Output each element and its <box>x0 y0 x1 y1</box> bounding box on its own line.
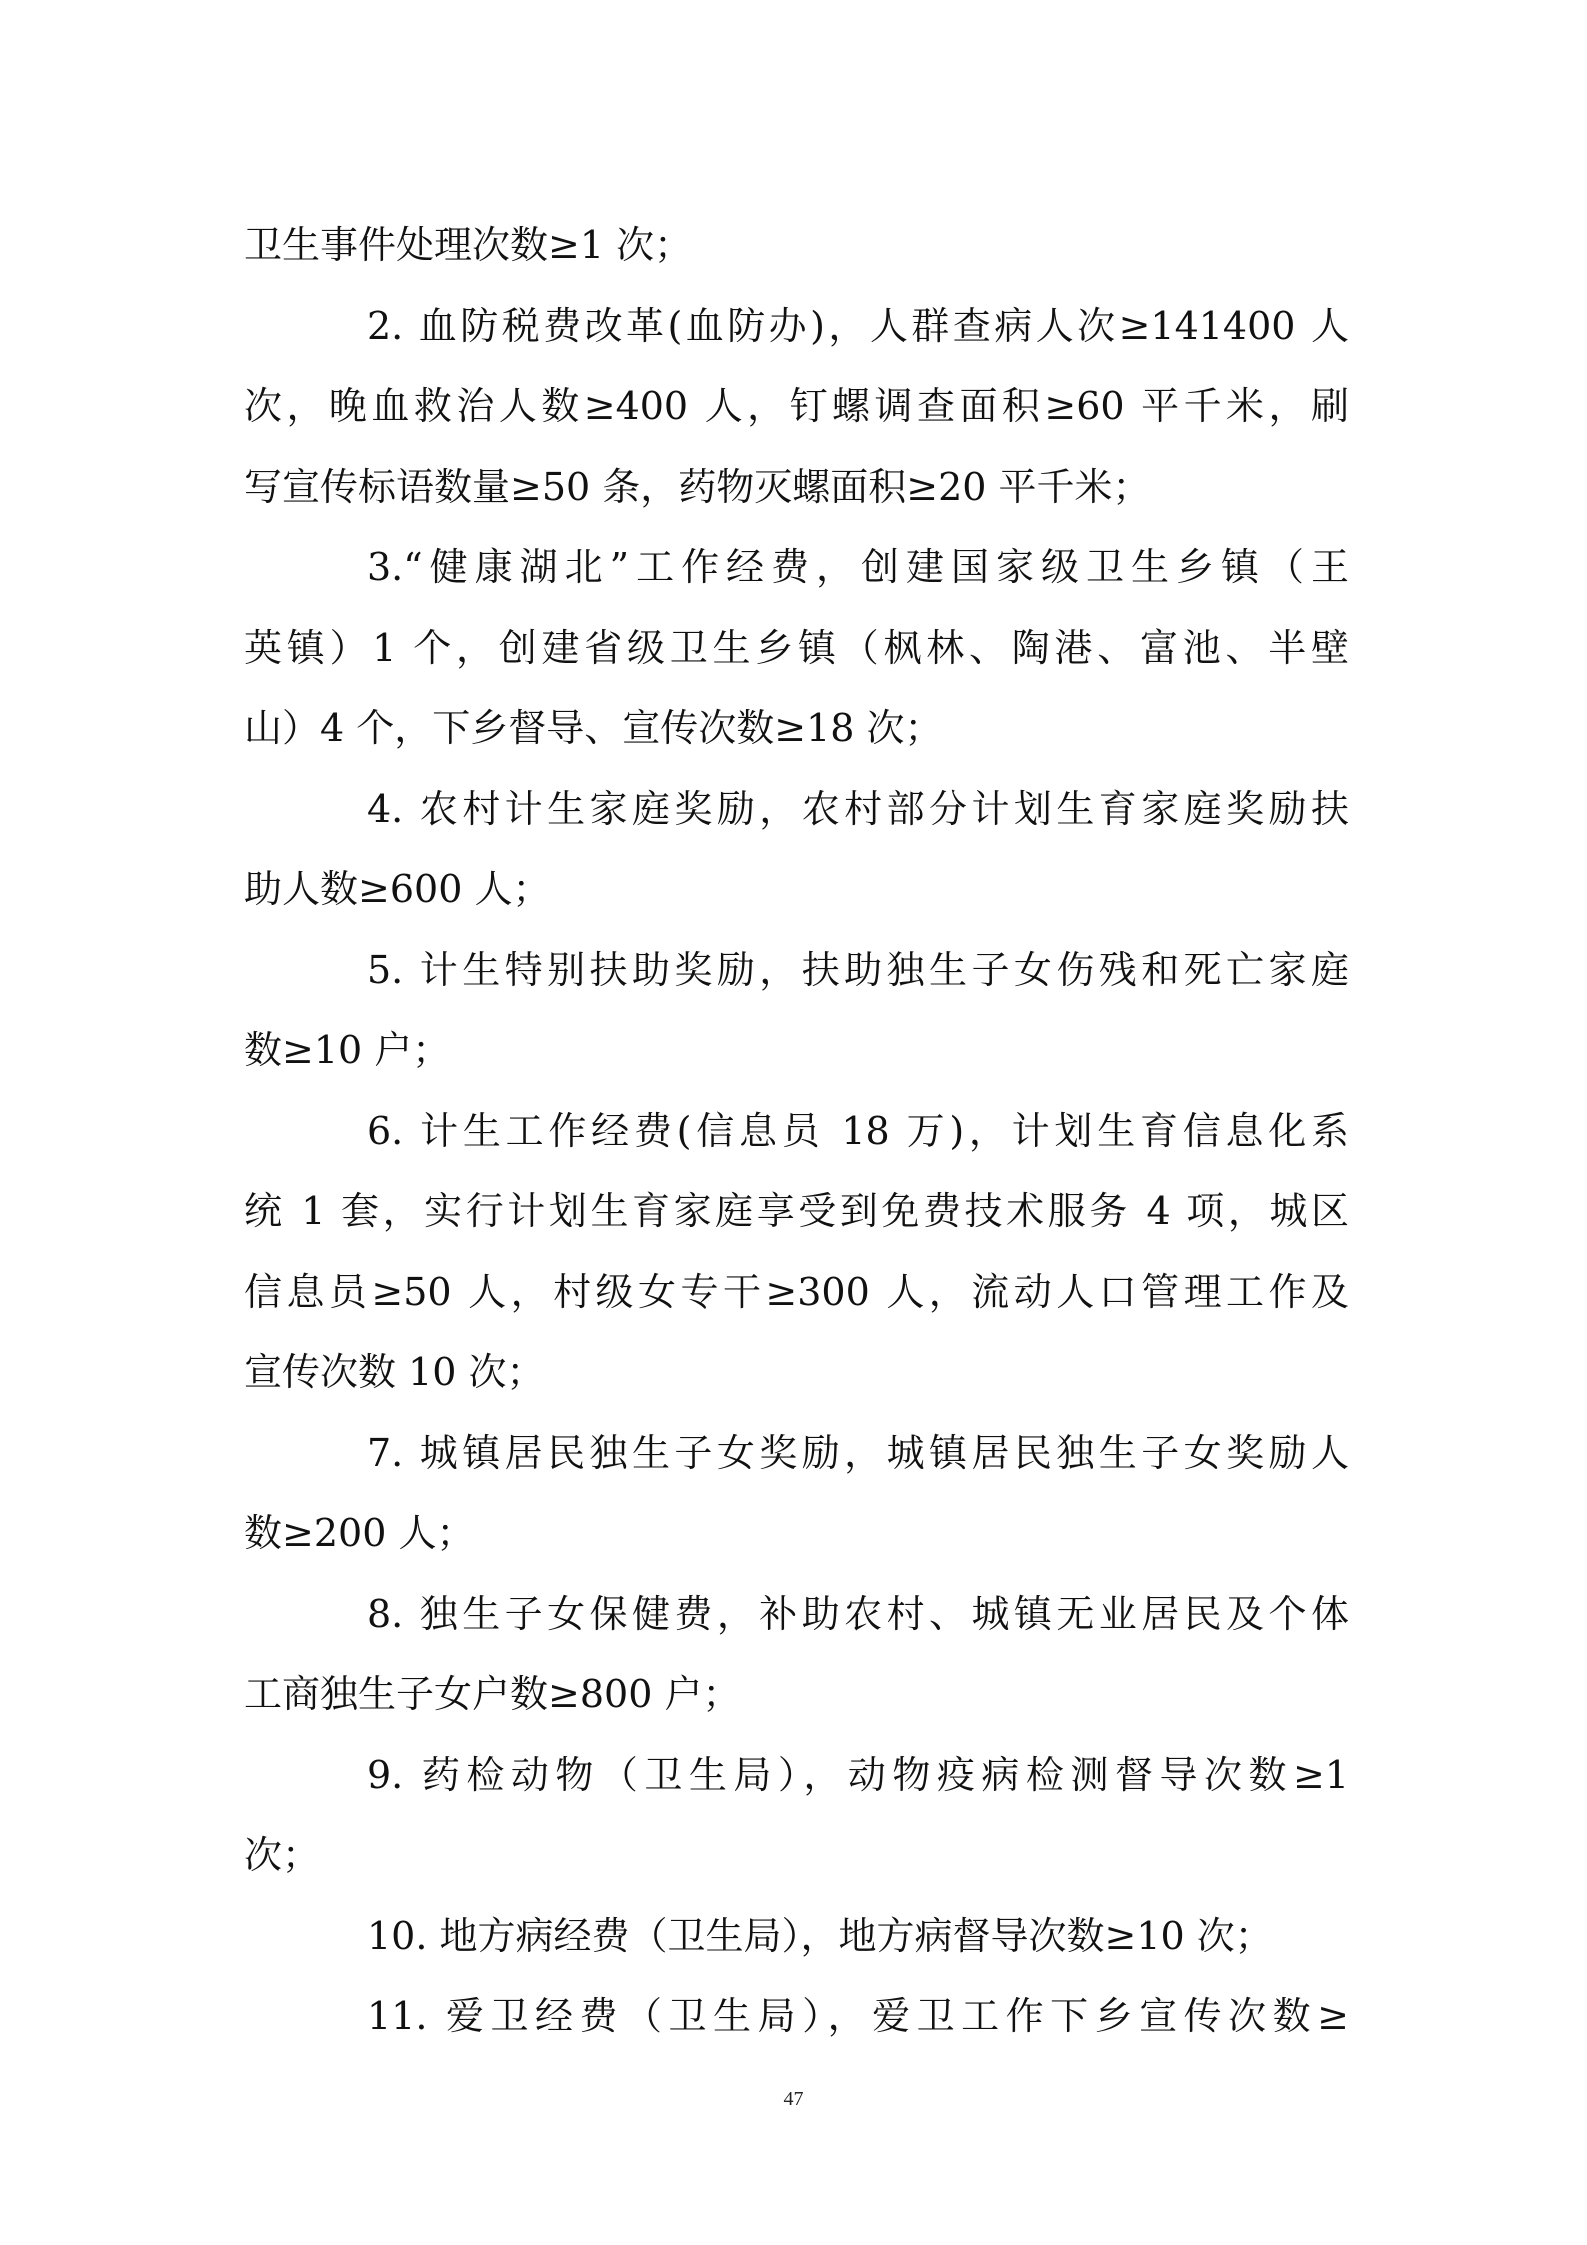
text-line-16: 7. 城镇居民独生子女奖励，城镇居民独生子女奖励人 <box>367 1430 1349 1475</box>
text-line-4: 写宣传标语数量≥50 条，药物灭螺面积≥20 平千米； <box>244 464 1151 509</box>
text-line-13: 统 1 套，实行计划生育家庭享受到免费技术服务 4 项，城区 <box>244 1189 1349 1233</box>
text-line-17: 数≥200 人； <box>244 1511 475 1555</box>
text-line-2: 2. 血防税费改革(血防办)，人群查病人次≥141400 人 <box>367 303 1349 348</box>
document-body <box>244 205 1349 2057</box>
text-line-21: 次； <box>244 1833 321 1877</box>
text-line-18: 8. 独生子女保健费，补助农村、城镇无业居民及个体 <box>367 1591 1349 1636</box>
text-line-8: 4. 农村计生家庭奖励，农村部分计划生育家庭奖励扶 <box>367 786 1349 831</box>
text-line-15: 宣传次数 10 次； <box>244 1350 545 1394</box>
text-line-20: 9. 药检动物（卫生局），动物疫病检测督导次数≥1 <box>367 1752 1349 1797</box>
text-line-14: 信息员≥50 人，村级女专干≥300 人，流动人口管理工作及 <box>244 1269 1349 1314</box>
text-line-9: 助人数≥600 人； <box>244 867 551 911</box>
page-number: 47 <box>783 2088 804 2110</box>
text-line-23: 11. 爱卫经费（卫生局），爱卫工作下乡宣传次数≥ <box>367 1994 1349 2038</box>
text-line-22: 10. 地方病经费（卫生局），地方病督导次数≥10 次； <box>367 1913 1273 1958</box>
text-line-1: 卫生事件处理次数≥1 次； <box>244 223 693 267</box>
text-line-5: 3.“健康湖北”工作经费，创建国家级卫生乡镇（王 <box>367 545 1349 589</box>
text-line-10: 5. 计生特别扶助奖励，扶助独生子女伤残和死亡家庭 <box>367 947 1349 992</box>
text-line-6: 英镇）1 个，创建省级卫生乡镇（枫林、陶港、富池、半壁 <box>244 625 1349 670</box>
text-line-3: 次，晚血救治人数≥400 人，钉螺调查面积≥60 平千米，刷 <box>244 384 1349 428</box>
text-line-11: 数≥10 户； <box>244 1028 451 1072</box>
text-line-7: 山）4 个，下乡督导、宣传次数≥18 次； <box>244 706 943 750</box>
text-line-19: 工商独生子女户数≥800 户； <box>244 1672 741 1716</box>
text-line-12: 6. 计生工作经费(信息员 18 万)，计划生育信息化系 <box>367 1108 1349 1153</box>
